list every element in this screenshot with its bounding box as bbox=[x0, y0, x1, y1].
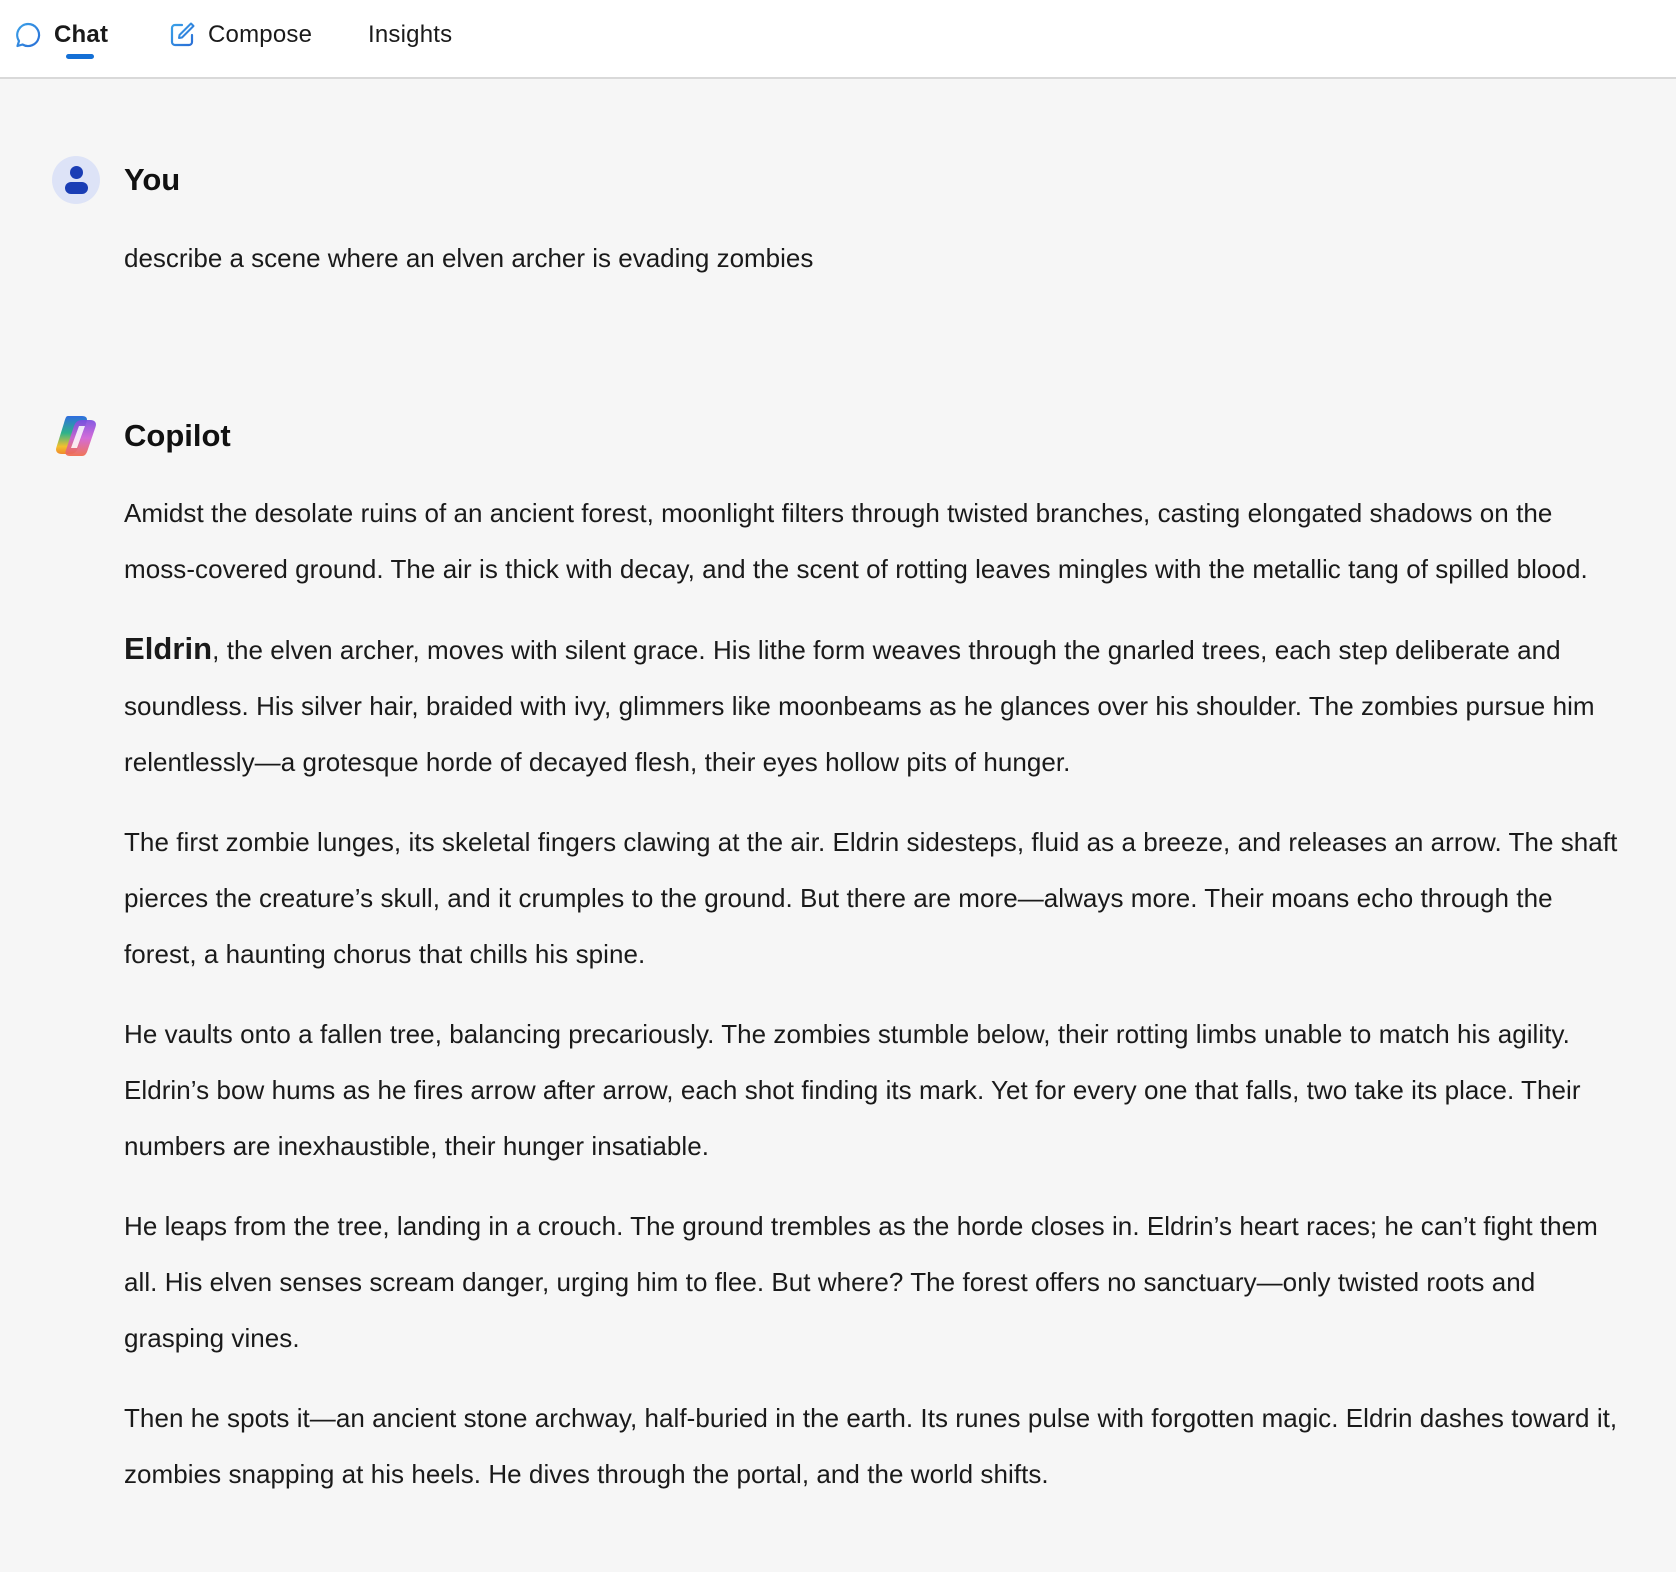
tab-insights[interactable] bbox=[368, 0, 452, 70]
tab-insights-label: Insights bbox=[368, 21, 453, 48]
tab-chat-label: Chat bbox=[54, 21, 109, 48]
tab-chat[interactable] bbox=[14, 0, 108, 70]
assistant-sender-name: Copilot bbox=[124, 418, 231, 453]
user-message-text: describe a scene where an elven archer is evading zombies bbox=[124, 243, 814, 273]
tab-compose-label: Compose bbox=[208, 21, 313, 48]
user-message-header bbox=[52, 156, 180, 204]
response-paragraph: Eldrin, the elven archer, moves with silent grace. His lithe form weaves through the gnarled trees, each step deliberate and soundless. His silver hair, braided with ivy, glimmers like moonbeams as he glances over his shoulder. The zombies pursue him relentlessly—a grotesque horde of decayed flesh, their eyes hollow pits of hunger. bbox=[124, 631, 1595, 777]
tab-compose[interactable] bbox=[168, 0, 312, 70]
assistant-response bbox=[124, 485, 1624, 1526]
chat-bubble-icon bbox=[14, 21, 42, 49]
active-tab-indicator bbox=[66, 54, 94, 59]
compose-icon bbox=[168, 21, 196, 49]
response-paragraph: He vaults onto a fallen tree, balancing precariously. The zombies stumble below, their rotting limbs unable to match his agility. Eldrin’s bow hums as he fires arrow after arrow, each shot finding its mark. Yet for every one that falls, two take its place. Their numbers are inexhaustible, their hunger insatiable. bbox=[124, 1019, 1581, 1161]
character-name-emphasis: Eldrin bbox=[124, 631, 213, 666]
response-paragraph: He leaps from the tree, landing in a crouch. The ground trembles as the horde closes in. Eldrin’s heart races; he can’t fight them all. His elven senses scream danger, urging him to flee. But where? The forest offers no sanctuary—only twisted roots and grasping vines. bbox=[124, 1211, 1598, 1353]
person-icon bbox=[52, 156, 100, 204]
response-paragraph: Amidst the desolate ruins of an ancient forest, moonlight filters through twisted branches, casting elongated shadows on the moss-covered ground. The air is thick with decay, and the scent of rotting leaves mingles with the metallic tang of spilled blood. bbox=[124, 498, 1588, 584]
response-paragraph: The first zombie lunges, its skeletal fingers clawing at the air. Eldrin sidesteps, fluid as a breeze, and releases an arrow. The shaft pierces the creature’s skull, and it crumples to the ground. But there are more—always more. Their moans echo through the forest, a haunting chorus that chills his spine. bbox=[124, 827, 1618, 969]
assistant-message-header bbox=[52, 412, 231, 460]
response-paragraph: Then he spots it—an ancient stone archway, half-buried in the earth. Its runes pulse with forgotten magic. Eldrin dashes toward it, zombies snapping at his heels. He dives through the portal, and the world shifts. bbox=[124, 1403, 1618, 1489]
top-nav-bar bbox=[0, 0, 1676, 79]
copilot-logo-icon bbox=[52, 412, 100, 460]
user-sender-name: You bbox=[124, 162, 181, 197]
